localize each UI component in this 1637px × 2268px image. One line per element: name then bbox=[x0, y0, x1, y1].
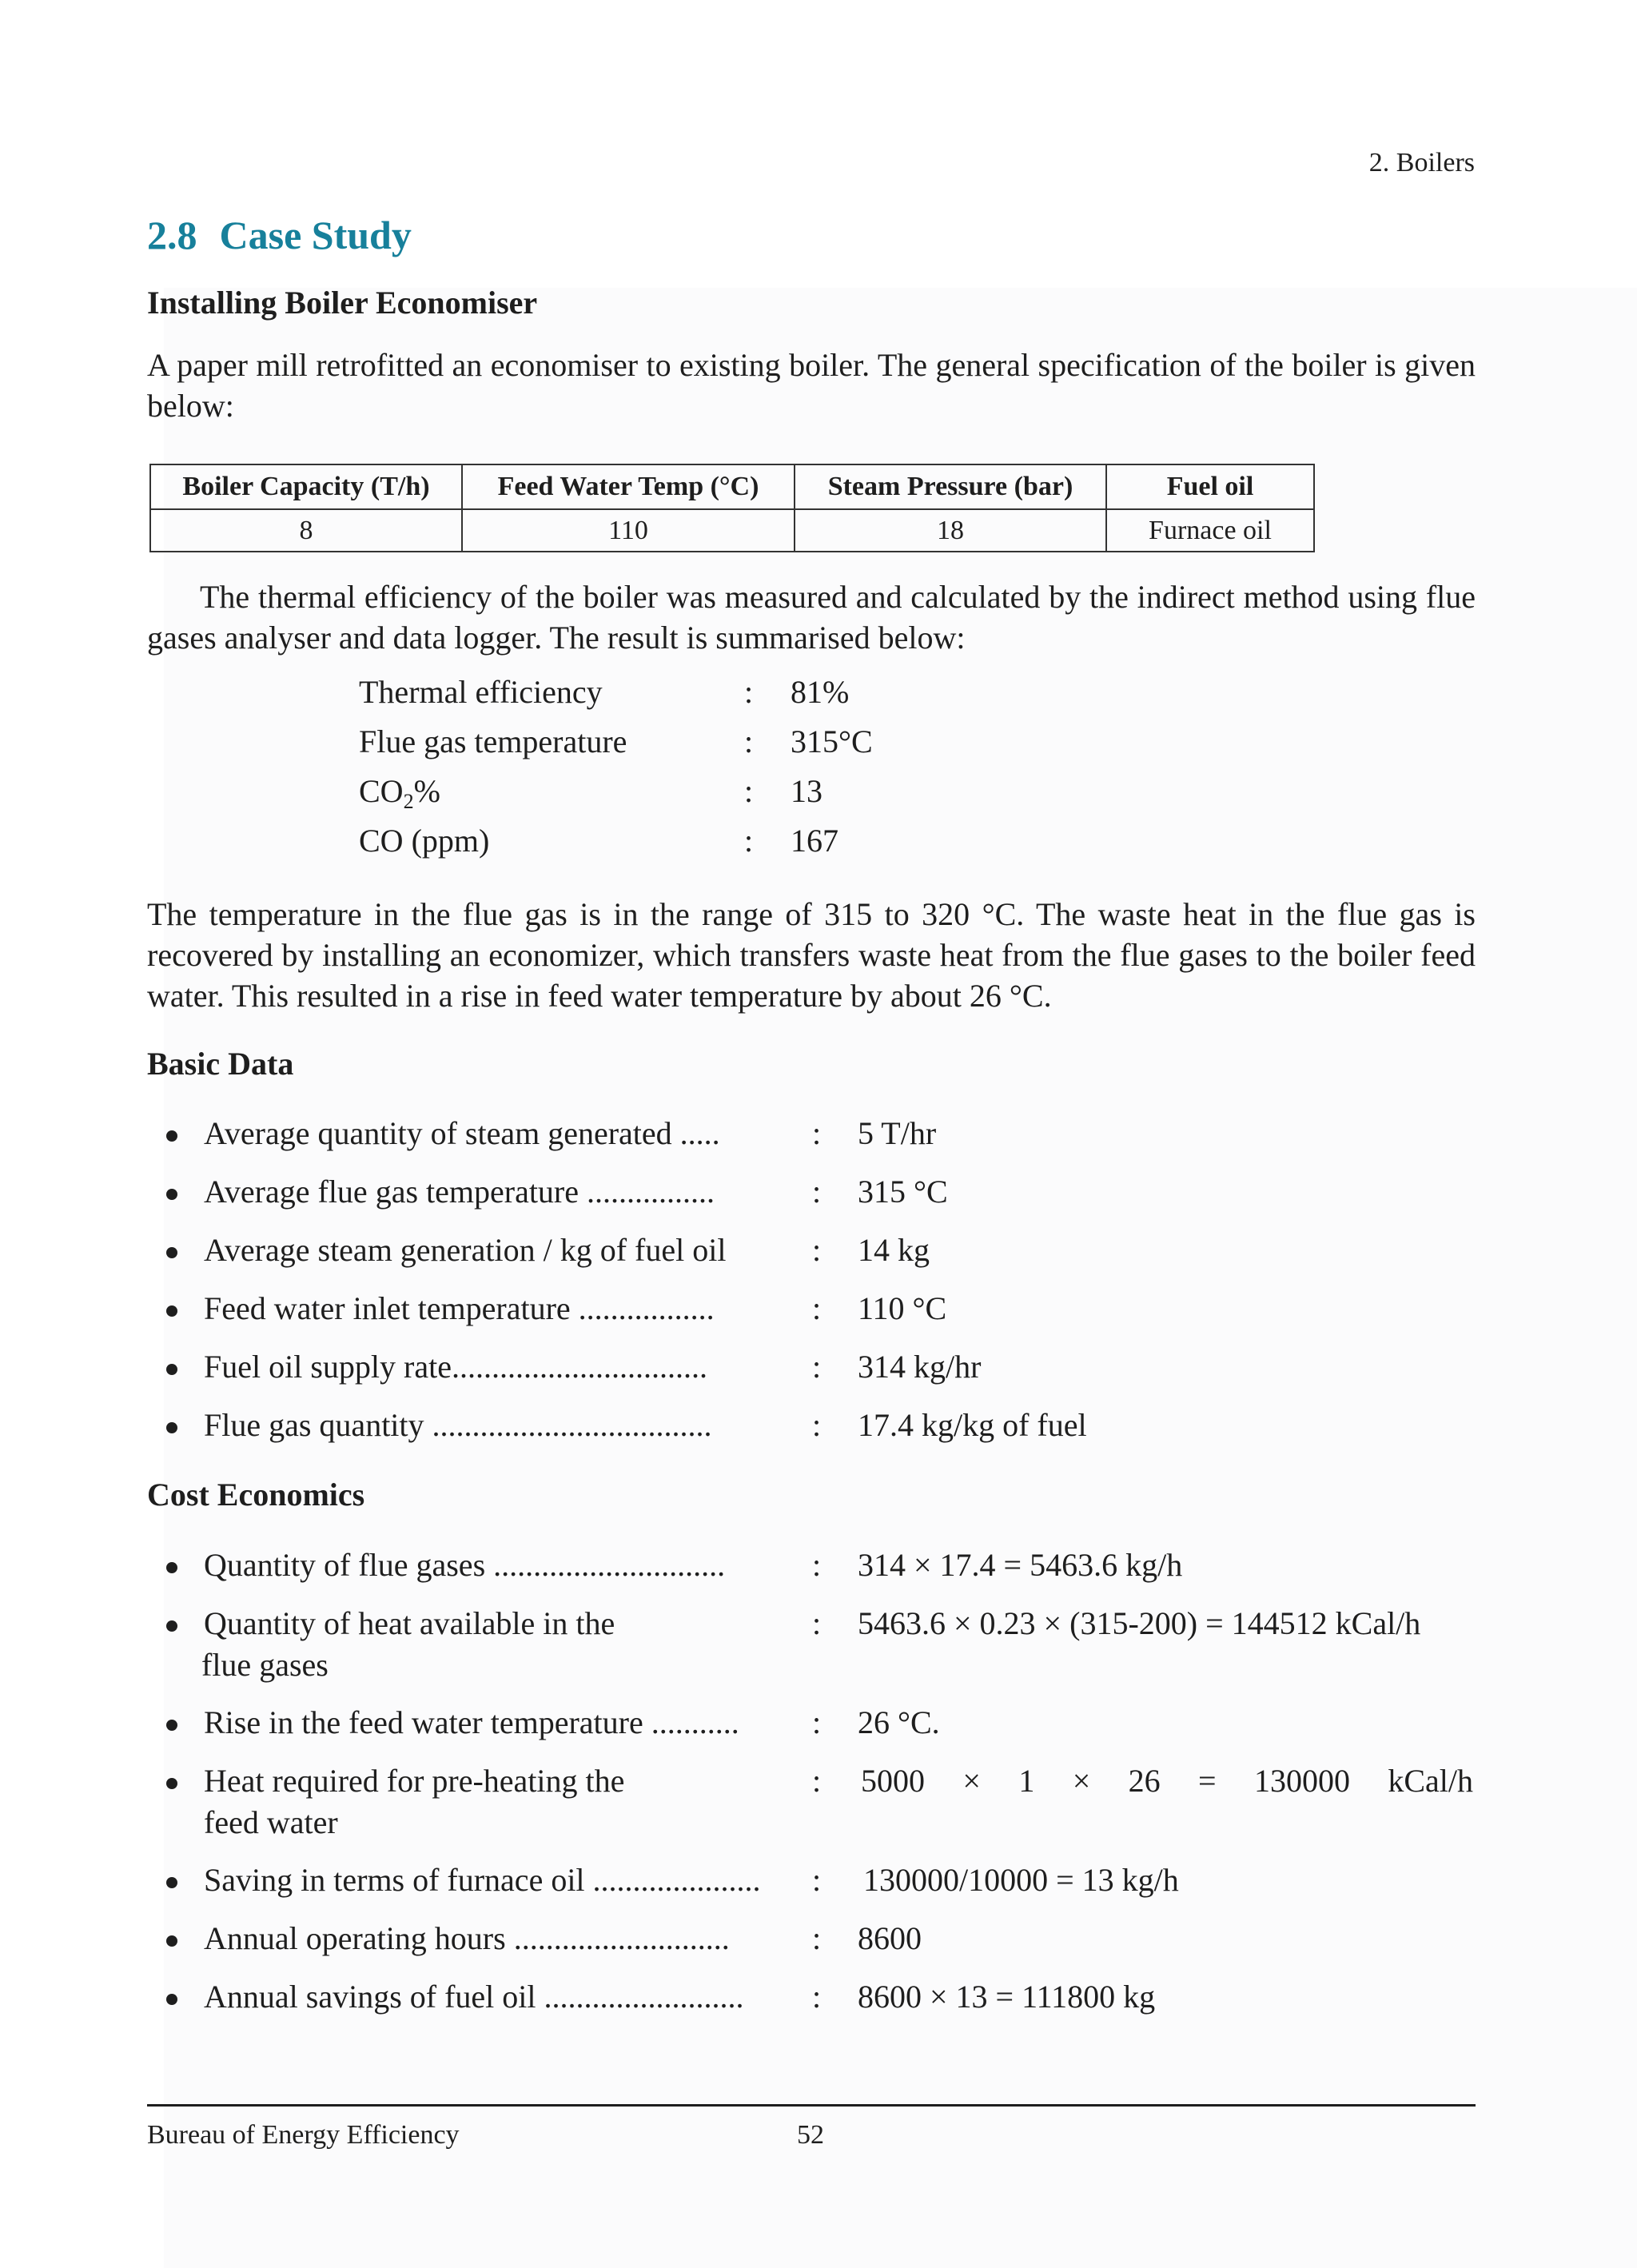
item-label: Average quantity of steam generated ..... bbox=[204, 1115, 720, 1151]
cost-economics-heading: Cost Economics bbox=[147, 1477, 365, 1513]
table-cell: 110 bbox=[462, 509, 795, 552]
separator-colon: : bbox=[812, 1704, 822, 1740]
bullet-icon bbox=[166, 1422, 177, 1433]
bullet-icon bbox=[166, 1189, 177, 1200]
item-value: 17.4 kg/kg of fuel bbox=[858, 1407, 1087, 1443]
item-label: Average steam generation / kg of fuel oil bbox=[204, 1232, 727, 1268]
result-value: 81% bbox=[791, 674, 850, 710]
item-value: 130000/10000 = 13 kg/h bbox=[863, 1862, 1179, 1898]
result-label-subscript: 2 bbox=[403, 790, 414, 813]
separator-colon: : bbox=[812, 1174, 822, 1210]
result-value: 315°C bbox=[791, 723, 873, 759]
bullet-icon bbox=[166, 1877, 177, 1888]
item-value: 5 T/hr bbox=[858, 1115, 937, 1151]
item-value: 26 °C. bbox=[858, 1704, 940, 1740]
bullet-icon bbox=[166, 1994, 177, 2005]
table-header-cell: Boiler Capacity (T/h) bbox=[150, 464, 462, 509]
result-label-tail: % bbox=[413, 773, 440, 809]
separator-colon: : bbox=[812, 1547, 822, 1583]
result-label: CO (ppm) bbox=[359, 823, 490, 859]
equation-term: 5000 bbox=[861, 1763, 925, 1799]
equation-term: × bbox=[962, 1763, 981, 1799]
table-row bbox=[150, 509, 1314, 552]
bullet-icon bbox=[166, 1935, 177, 1947]
equation-term: 130000 bbox=[1253, 1763, 1350, 1799]
bullet-icon bbox=[166, 1130, 177, 1142]
separator-colon: : bbox=[812, 1862, 822, 1898]
efficiency-paragraph: The thermal efficiency of the boiler was measured and calculated by the indirect method using flue gases analyser and data logger. The result is summarised below: bbox=[147, 579, 1476, 656]
bullet-icon bbox=[166, 1562, 177, 1573]
recovery-paragraph: The temperature in the flue gas is in the range of 315 to 320 °C. The waste heat in the flue gas is recovered by installing an economizer, which transfers waste heat from the flue gases to the boiler feed water. This resulted in a rise in feed water temperature by about 26 °C. bbox=[147, 896, 1476, 1014]
item-label: Quantity of flue gases ............................. bbox=[204, 1547, 726, 1583]
item-label-continued: flue gases bbox=[201, 1647, 329, 1683]
separator-colon: : bbox=[744, 773, 754, 809]
equation-term: = bbox=[1198, 1763, 1217, 1799]
separator-colon: : bbox=[812, 1349, 822, 1385]
item-label: Annual operating hours ........................... bbox=[204, 1920, 730, 1956]
item-value: 314 × 17.4 = 5463.6 kg/h bbox=[858, 1547, 1183, 1583]
page-number: 52 bbox=[797, 2120, 824, 2150]
item-value: 110 °C bbox=[858, 1290, 947, 1326]
separator-colon: : bbox=[744, 723, 754, 759]
separator-colon: : bbox=[744, 823, 754, 859]
table-header-row bbox=[150, 464, 1314, 509]
bullet-icon bbox=[166, 1305, 177, 1317]
item-value: 314 kg/hr bbox=[858, 1349, 982, 1385]
separator-colon: : bbox=[744, 674, 754, 710]
equation-term: kCal/h bbox=[1388, 1763, 1473, 1799]
item-label: Rise in the feed water temperature ........... bbox=[204, 1704, 739, 1740]
equation-term: × bbox=[1072, 1763, 1091, 1799]
item-label: Quantity of heat available in the bbox=[204, 1605, 615, 1641]
section-title-text: Case Study bbox=[219, 213, 412, 257]
separator-colon: : bbox=[812, 1763, 822, 1799]
separator-colon: : bbox=[812, 1290, 822, 1326]
item-value: 14 kg bbox=[858, 1232, 930, 1268]
result-label-main: CO bbox=[359, 773, 404, 809]
footer-divider bbox=[147, 2104, 1476, 2107]
bullet-icon bbox=[166, 1620, 177, 1632]
item-label: Annual savings of fuel oil ......................... bbox=[204, 1979, 744, 2015]
result-label bbox=[359, 772, 440, 813]
table-cell: 8 bbox=[150, 509, 462, 552]
table-header-cell: Fuel oil bbox=[1106, 464, 1314, 509]
boiler-spec-table bbox=[149, 464, 1315, 552]
running-head: 2. Boilers bbox=[1368, 148, 1475, 177]
item-value: 5463.6 × 0.23 × (315-200) = 144512 kCal/h bbox=[858, 1605, 1421, 1641]
intro-paragraph: A paper mill retrofitted an economiser to existing boiler. The general specification of the boiler is given below: bbox=[147, 347, 1476, 424]
separator-colon: : bbox=[812, 1979, 822, 2015]
bullet-icon bbox=[166, 1364, 177, 1375]
bullet-icon bbox=[166, 1720, 177, 1731]
item-label: Feed water inlet temperature ................. bbox=[204, 1290, 715, 1326]
separator-colon: : bbox=[812, 1605, 822, 1641]
footer-organization: Bureau of Energy Efficiency bbox=[147, 2120, 460, 2150]
bullet-icon bbox=[166, 1247, 177, 1258]
table-cell: 18 bbox=[795, 509, 1106, 552]
result-value: 167 bbox=[791, 823, 838, 859]
equation-term: 1 bbox=[1018, 1763, 1035, 1799]
item-value: 315 °C bbox=[858, 1174, 948, 1210]
case-study-title: Installing Boiler Economiser bbox=[147, 285, 538, 321]
equation-term: 26 bbox=[1128, 1763, 1161, 1799]
item-label: Fuel oil supply rate................................ bbox=[204, 1349, 707, 1385]
separator-colon: : bbox=[812, 1232, 822, 1268]
basic-data-heading: Basic Data bbox=[147, 1046, 294, 1082]
item-value-equation bbox=[861, 1762, 1473, 1800]
section-number: 2.8 bbox=[147, 213, 197, 257]
item-label: Flue gas quantity ................................... bbox=[204, 1407, 712, 1443]
table-cell: Furnace oil bbox=[1106, 509, 1314, 552]
item-label: Saving in terms of furnace oil ..................... bbox=[204, 1862, 761, 1898]
separator-colon: : bbox=[812, 1407, 822, 1443]
item-label-continued: feed water bbox=[204, 1804, 338, 1840]
separator-colon: : bbox=[812, 1920, 822, 1956]
item-label: Heat required for pre-heating the bbox=[204, 1763, 625, 1799]
bullet-icon bbox=[166, 1778, 177, 1789]
section-title bbox=[147, 212, 412, 258]
item-value: 8600 × 13 = 111800 kg bbox=[858, 1979, 1156, 2015]
result-label: Flue gas temperature bbox=[359, 723, 627, 759]
item-value: 8600 bbox=[858, 1920, 922, 1956]
separator-colon: : bbox=[812, 1115, 822, 1151]
result-value: 13 bbox=[791, 773, 822, 809]
table-header-cell: Feed Water Temp (°C) bbox=[462, 464, 795, 509]
result-label: Thermal efficiency bbox=[359, 674, 603, 710]
table-header-cell: Steam Pressure (bar) bbox=[795, 464, 1106, 509]
item-label: Average flue gas temperature ................ bbox=[204, 1174, 715, 1210]
